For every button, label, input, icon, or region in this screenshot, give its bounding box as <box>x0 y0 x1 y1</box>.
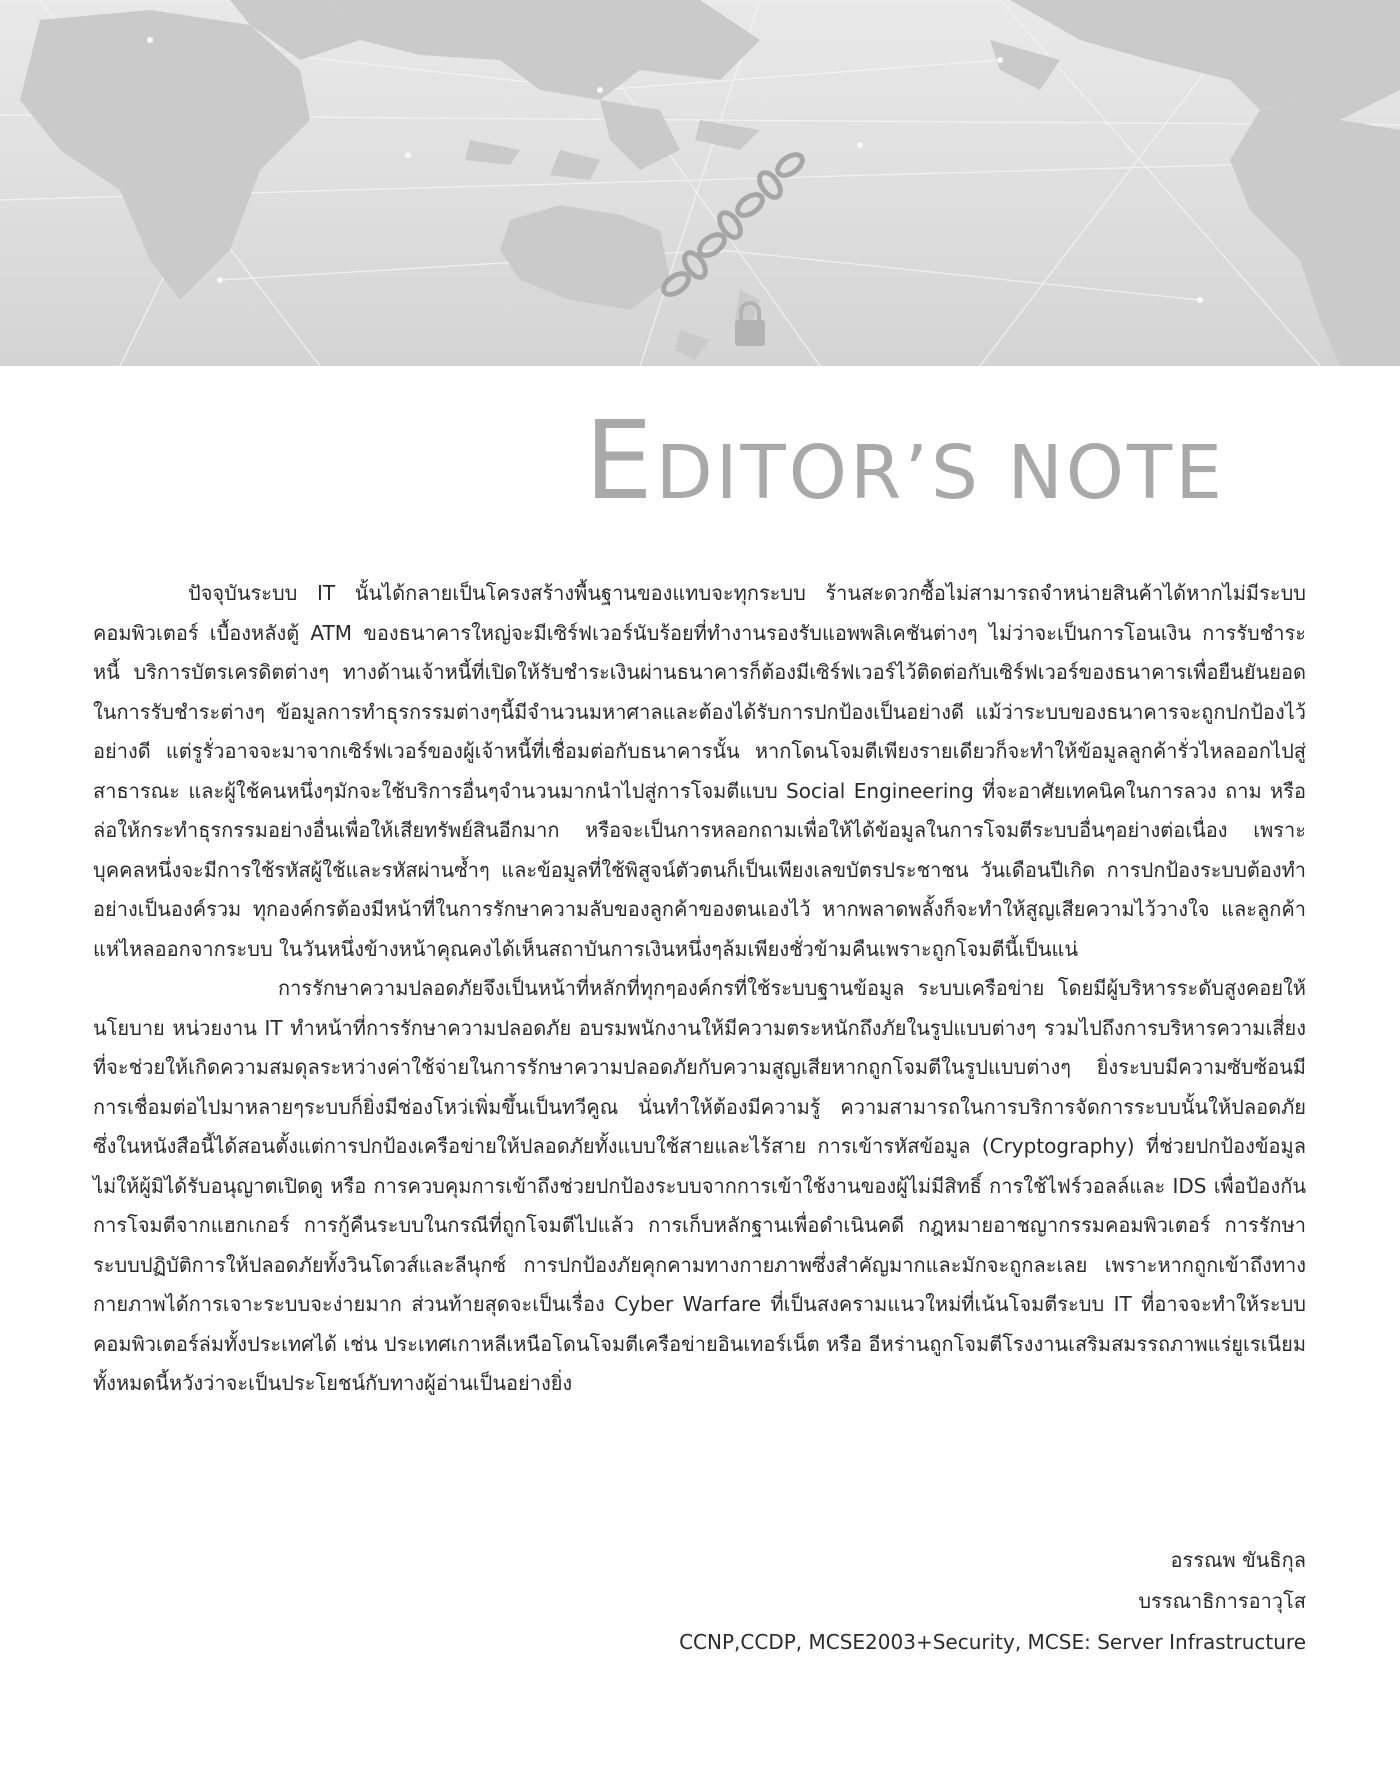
page-title <box>0 399 1225 524</box>
paragraph-2: การรักษาความปลอดภัยจึงเป็นหน้าที่หลักที่ทุกๆองค์กรที่ใช้ระบบฐานข้อมูล ระบบเครือข่าย โดยมีผู้บริหารระดับสูงคอยให้นโยบาย หน่วยงาน IT ทำหน้าที่การรักษาความปลอดภัย อบรมพนักงานให้มีความตระหนักถึงภัยในรูปแบบต่างๆ รวมไปถึงการบริหารความเสี่ยงที่จะช่วยให้เกิดความสมดุลระหว่างค่าใช้จ่ายในการรักษาความปลอดภัยกับความสูญเสียหากถูกโจมตีในรูปแบบต่างๆ ยิ่งระบบมีความซับซ้อนมีการเชื่อมต่อไปมาหลายๆระบบก็ยิ่งมีช่องโหว่เพิ่มขึ้นเป็นทวีคูณ นั่นทำให้ต้องมีความรู้ ความสามารถในการบริการจัดการระบบนั้นให้ปลอดภัย ซึ่งในหนังสือนี้ได้สอนตั้งแต่การปกป้องเครือข่ายให้ปลอดภัยทั้งแบบใช้สายและไร้สาย การเข้ารหัสข้อมูล (Cryptography) ที่ช่วยปกป้องข้อมูลไม่ให้ผู้มิได้รับอนุญาตเปิดดู หรือ การควบคุมการเข้าถึงช่วยปกป้องระบบจากการเข้าใช้งานของผู้ไม่มีสิทธิ์ การใช้ไฟร์วอลล์และ IDS เพื่อป้องกันการโจมตีจากแฮกเกอร์ การกู้คืนระบบในกรณีที่ถูกโจมตีไปแล้ว การเก็บหลักฐานเพื่อดำเนินคดี กฎหมายอาชญากรรมคอมพิวเตอร์ การรักษาระบบปฏิบัติการให้ปลอดภัยทั้งวินโดวส์และลีนุกซ์ การปกป้องภัยคุกคามทางกายภาพซึ่งสำคัญมากและมักจะถูกละเลย เพราะหากถูกเข้าถึงทางกายภาพได้การเจาะระบบจะง่ายมาก ส่วนท้ายสุดจะเป็นเรื่อง Cyber Warfare ที่เป็นสงครามแนวใหม่ที่เน้นโจมตีระบบ IT ที่อาจจะทำให้ระบบคอมพิวเตอร์ล่มทั้งประเทศได้ เช่น ประเทศเกาหลีเหนือโดนโจมตีเครือข่ายอินเทอร์เน็ต หรือ อีหร่านถูกโจมตีโรงงานเสริมสมรรถภาพแร่ยูเรเนียม ทั้งหมดนี้หวังว่าจะเป็นประโยชน์กับทางผู้อ่านเป็นอย่างยิ่ง <box>93 976 1306 1395</box>
title-rest: DITOR’S NOTE <box>655 430 1225 516</box>
editor-name: อรรณพ ขันธิกุล <box>1170 1548 1306 1572</box>
title-first-letter: E <box>584 399 656 524</box>
header-banner <box>0 0 1400 366</box>
editor-credentials: CCNP,CCDP, MCSE2003+Security, MCSE: Server Infrastructure <box>679 1630 1306 1654</box>
paragraph-1: ปัจจุบันระบบ IT นั้นได้กลายเป็นโครงสร้างพื้นฐานของแทบจะทุกระบบ ร้านสะดวกซื้อไม่สามารถจำหน่ายสินค้าได้หากไม่มีระบบคอมพิวเตอร์ เบื้องหลังตู้ ATM ของธนาคารใหญ่จะมีเซิร์ฟเวอร์นับร้อยที่ทำงานรองรับแอพพลิเคชันต่างๆ ไม่ว่าจะเป็นการโอนเงิน การรับชำระหนี้ บริการบัตรเครดิตต่างๆ ทางด้านเจ้าหนี้ที่เปิดให้รับชำระเงินผ่านธนาคารก็ต้องมีเซิร์ฟเวอร์ไว้ติดต่อกับเซิร์ฟเวอร์ของธนาคารเพื่อยืนยันยอดในการรับชำระต่างๆ ข้อมูลการทำธุรกรรมต่างๆนี้มีจำนวนมหาศาลและต้องได้รับการปกป้องเป็นอย่างดี แม้ว่าระบบของธนาคารจะถูกปกป้องไว้อย่างดี แต่รูรั่วอาจจะมาจากเซิร์ฟเวอร์ของผู้เจ้าหนี้ที่เชื่อมต่อกับธนาคารนั้น หากโดนโจมตีเพียงรายเดียวก็จะทำให้ข้อมูลลูกค้ารั่วไหลออกไปสู่สาธารณะ และผู้ใช้คนหนึ่งๆมักจะใช้บริการอื่นๆจำนวนมากนำไปสู่การโจมตีแบบ Social Engineering ที่จะอาศัยเทคนิคในการลวง ถาม หรือล่อให้กระทำธุรกรรมอย่างอื่นเพื่อให้เสียทรัพย์สินอีกมาก หรือจะเป็นการหลอกถามเพื่อให้ได้ข้อมูลในการโจมตีระบบอื่นๆอย่างต่อเนื่อง เพราะบุคคลหนึ่งจะมีการใช้รหัสผู้ใช้และรหัสผ่านซ้ำๆ และข้อมูลที่ใช้พิสูจน์ตัวตนก็เป็นเพียงเลขบัตรประชาชน วันเดือนปีเกิด การปกป้องระบบต้องทำอย่างเป็นองค์รวม ทุกองค์กรต้องมีหน้าที่ในการรักษาความลับของลูกค้าของตนเองไว้ หากพลาดพลั้งก็จะทำให้สูญเสียความไว้วางใจ และลูกค้าแห่ไหลออกจากระบบ ในวันหนึ่งข้างหน้าคุณคงได้เห็นสถาบันการเงินหนึ่งๆล้มเพียงชั่วข้ามคืนเพราะถูกโจมตีนี้เป็นแน่ <box>93 581 1306 961</box>
world-map-image <box>0 0 1400 366</box>
editor-role: บรรณาธิการอาวุโส <box>1138 1589 1306 1613</box>
signature-block <box>679 1540 1306 1663</box>
editor-note-body <box>93 574 1306 1404</box>
